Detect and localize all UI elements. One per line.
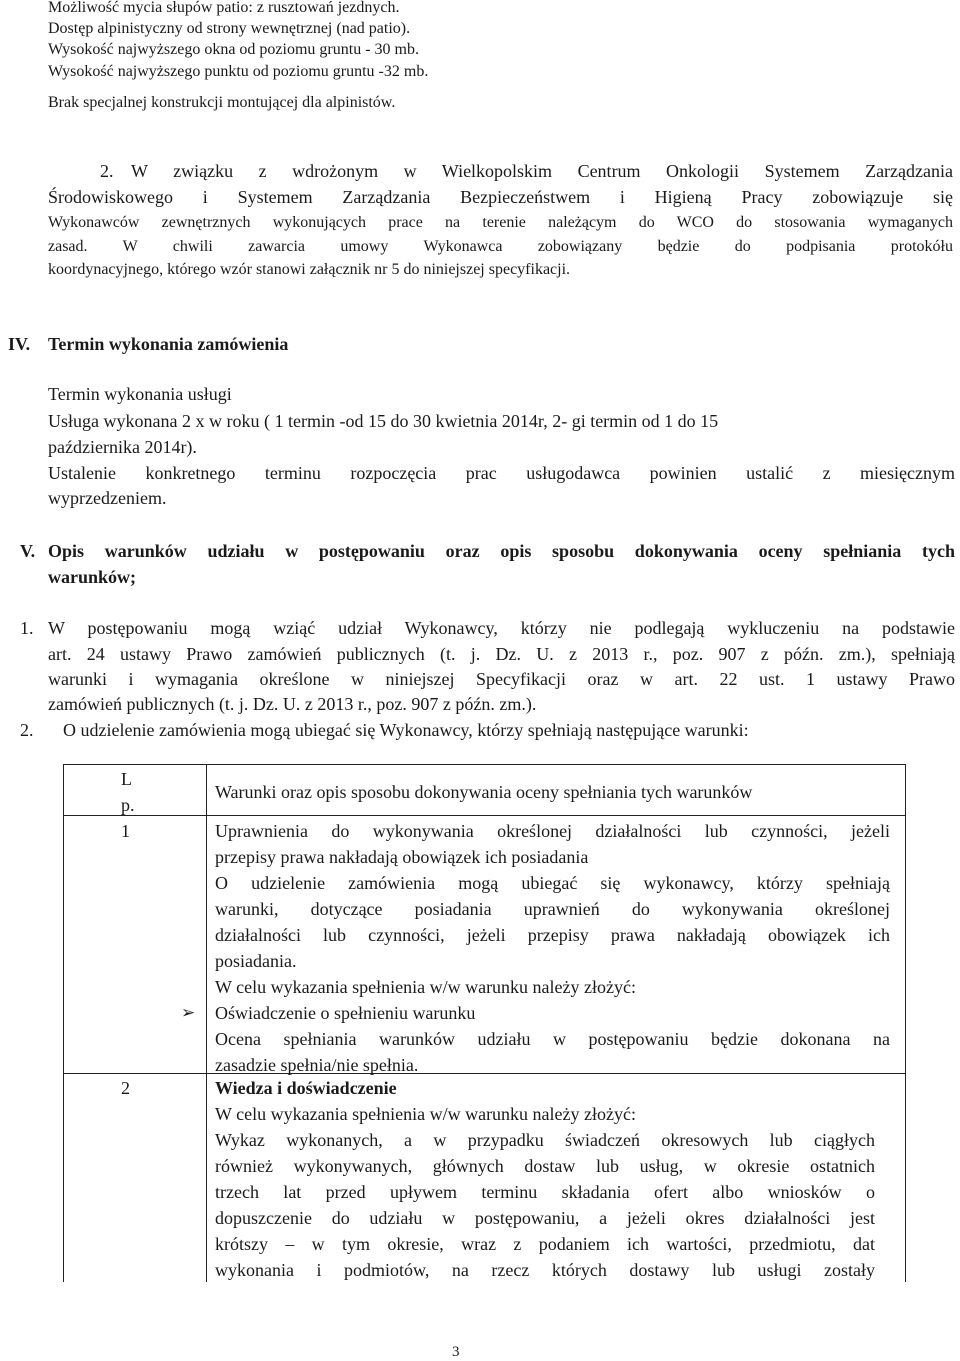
page-number: 3 xyxy=(452,1344,460,1360)
row1-line-5: działalności lub czynności, jeżeli przepisy prawa nakładają obowiązek ich xyxy=(215,925,890,945)
table-header-lp-2-wrap xyxy=(121,792,135,818)
table-row-2-content xyxy=(215,1075,875,1283)
point2-line-3: Wykonawców zewnętrznych wykonujących prace na terenie należącym do WCO do stosowania wymaganych xyxy=(48,214,953,231)
row1-line-2: przepisy prawa nakładają obowiązek ich posiadania xyxy=(215,847,589,867)
table-row-1-number xyxy=(121,818,130,844)
section4-line-1: Usługa wykonana 2 x w roku ( 1 termin -od 15 do 30 kwietnia 2014r, 2- gi termin od 1 do 15 xyxy=(48,411,719,431)
table-header-lp-2: p. xyxy=(121,795,135,815)
row1-line-6: posiadania. xyxy=(215,951,297,971)
point2-line-1: W związku z wdrożonym w Wielkopolskim Centrum Onkologii Systemem Zarządzania xyxy=(131,161,953,181)
section4-subheading: Termin wykonania usługi xyxy=(48,384,232,404)
row1-bullet-item xyxy=(181,1000,890,1026)
section5-item1-line-3: warunki i wymagania określone w niniejszej Specyfikacji oraz w art. 22 ust. 1 ustawy Prawo xyxy=(48,669,955,689)
section4-number: IV. xyxy=(8,334,31,354)
row1-line-9: Ocena spełniania warunków udziału w postępowaniu będzie dokonana na xyxy=(215,1029,890,1049)
section4-line-4: wyprzedzeniem. xyxy=(48,488,167,508)
row2-line-4: trzech lat przed upływem terminu składania ofert albo wniosków o xyxy=(215,1182,875,1202)
table-row-2-number xyxy=(121,1075,130,1101)
row1-line-3: O udzielenie zamówienia mogą ubiegać się wykonawcy, którzy spełniają xyxy=(215,873,890,893)
intro-line-2: Dostęp alpinistyczny od strony wewnętrznej (nad patio). xyxy=(48,20,411,37)
section5-heading-line-1: Opis warunków udziału w postępowaniu oraz opis sposobu dokonywania oceny spełniania tych xyxy=(48,541,955,561)
row1-line-4: warunki, dotyczące posiadania uprawnień do wykonywania określonej xyxy=(215,899,890,919)
point2-line-2: Środowiskowego i Systemem Zarządzania Bezpieczeństwem i Higieną Pracy zobowiązuje się xyxy=(48,187,953,207)
row2-line-1: W celu wykazania spełnienia w/w warunku należy złożyć: xyxy=(215,1104,636,1124)
table-column-divider xyxy=(206,765,207,1282)
table-header-divider xyxy=(64,815,905,816)
section5-item1-line-1: W postępowaniu mogą wziąć udział Wykonawcy, którzy nie podlegają wykluczeniu na podstawie xyxy=(48,618,955,638)
section5-item1-line-2: art. 24 ustawy Prawo zamówień publicznych (t. j. Dz. U. z 2013 r., poz. 907 z późn. zm.), spełniają xyxy=(48,644,955,664)
table-row-2-number-text: 2 xyxy=(121,1078,130,1098)
row1-line-7: W celu wykazania spełnienia w/w warunku należy złożyć: xyxy=(215,977,636,997)
table-row-1-number-text: 1 xyxy=(121,821,130,841)
section4-heading: Termin wykonania zamówienia xyxy=(48,334,289,354)
row1-line-10: zasadzie spełnia/nie spełnia. xyxy=(215,1055,419,1075)
row2-line-3: również wykonywanych, głównych dostaw lub usług, w okresie ostatnich xyxy=(215,1156,875,1176)
intro-line-5: Brak specjalnej konstrukcji montującej dla alpinistów. xyxy=(48,94,396,111)
point2-line-5: koordynacyjnego, którego wzór stanowi załącznik nr 5 do niniejszej specyfikacji. xyxy=(48,261,571,278)
intro-line-3: Wysokość najwyższego okna od poziomu gruntu - 30 mb. xyxy=(48,41,419,58)
row2-line-5: dopuszczenie do udziału w postępowaniu, a jeżeli okres działalności jest xyxy=(215,1208,875,1228)
section4-line-3: Ustalenie konkretnego terminu rozpoczęcia prac usługodawca powinien ustalić z miesięcznym xyxy=(48,463,955,483)
section5-item2-text: O udzielenie zamówienia mogą ubiegać się Wykonawcy, którzy spełniają następujące warunki: xyxy=(63,720,749,740)
row1-line-1: Uprawnienia do wykonywania określonej działalności lub czynności, jeżeli xyxy=(215,821,890,841)
table-header-lp xyxy=(121,766,132,792)
section4-line-2: października 2014r). xyxy=(48,437,197,457)
section5-item1-line-4: zamówień publicznych (t. j. Dz. U. z 2013 r., poz. 907 z późn. zm.). xyxy=(48,694,537,714)
table-header-title-text: Warunki oraz opis sposobu dokonywania oceny spełniania tych warunków xyxy=(215,782,753,802)
intro-line-4: Wysokość najwyższego punktu od poziomu gruntu -32 mb. xyxy=(48,63,429,80)
intro-line-1: Możliwość mycia słupów patio: z rusztowań jezdnych. xyxy=(48,0,400,16)
row1-line-8: Oświadczenie o spełnieniu warunku xyxy=(215,1003,476,1023)
section5-heading-line-2: warunków; xyxy=(48,567,137,587)
row2-line-2: Wykaz wykonanych, a w przypadku świadczeń okresowych lub ciągłych xyxy=(215,1130,875,1150)
point2-line-4: zasad. W chwili zawarcia umowy Wykonawca zobowiązany będzie do podpisania protokółu xyxy=(48,238,953,255)
arrow-bullet-icon: ➢ xyxy=(181,1003,196,1023)
table-header-lp-1: L xyxy=(121,769,132,789)
table-row-1-content xyxy=(181,818,890,1078)
row2-line-7: wykonania i podmiotów, na rzecz których dostawy lub usługi zostały xyxy=(215,1260,875,1280)
row2-title: Wiedza i doświadczenie xyxy=(215,1078,397,1098)
section5-item2-number: 2. xyxy=(20,720,34,740)
table-header-title xyxy=(215,779,752,805)
point2-number: 2. xyxy=(100,161,114,181)
row2-line-6: krótszy – w tym okresie, wraz z podaniem ich wartości, przedmiotu, dat xyxy=(215,1234,875,1254)
section5-item1-number: 1. xyxy=(20,618,34,638)
section5-number: V. xyxy=(20,541,36,561)
